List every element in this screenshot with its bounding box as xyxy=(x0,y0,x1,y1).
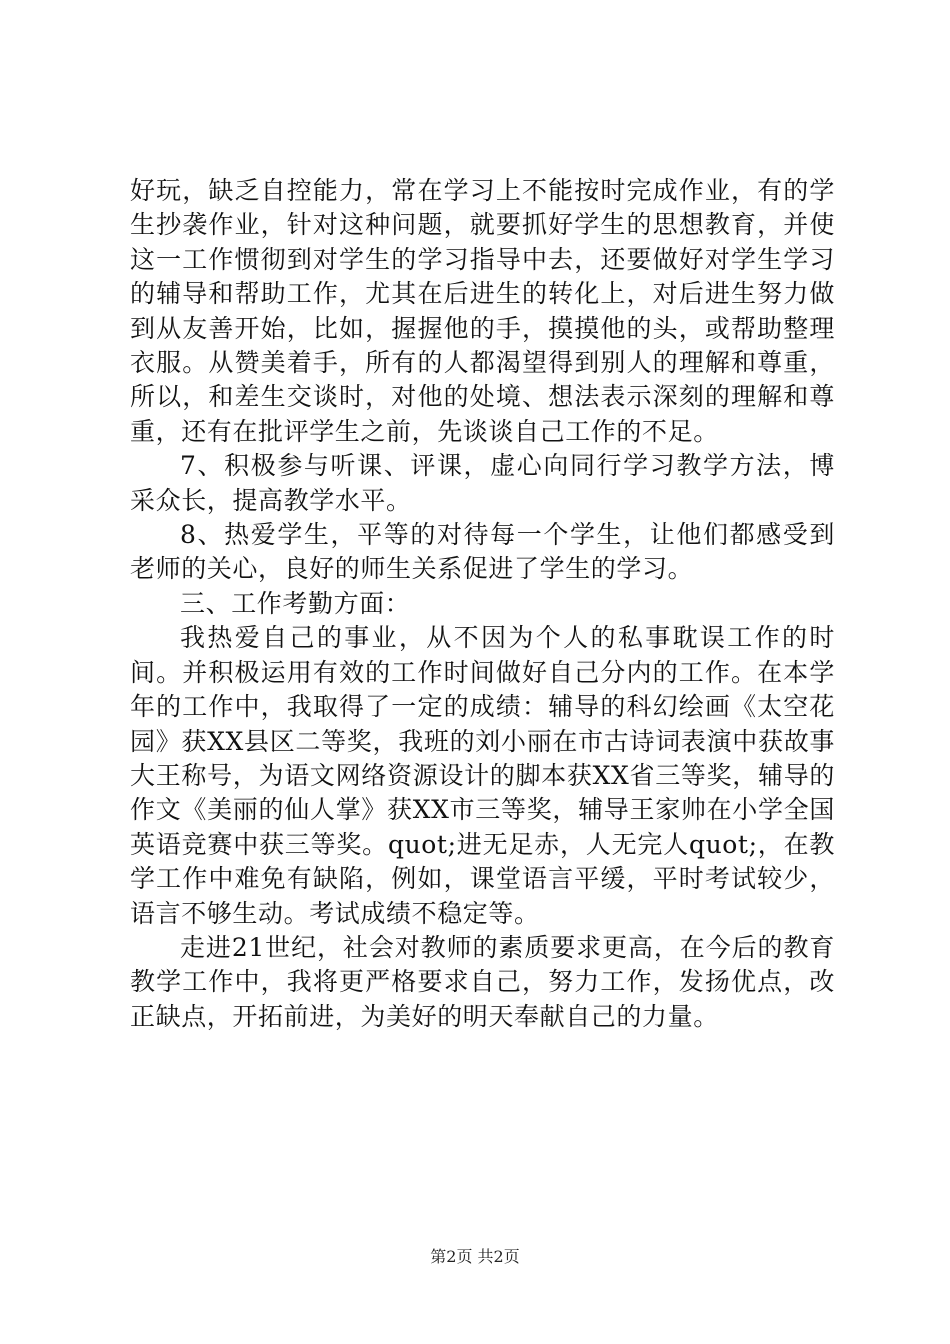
paragraph-3: 8、热爱学生，平等的对待每一个学生，让他们都感受到老师的关心，良好的师生关系促进了学生的学习。 xyxy=(130,520,835,584)
page-number-footer: 第2页 共2页 xyxy=(430,1247,520,1266)
paragraph-1: 好玩，缺乏自控能力，常在学习上不能按时完成作业，有的学生抄袭作业，针对这种问题，就要抓好学生的思想教育，并使这一工作惯彻到对学生的学习指导中去，还要做好对学生学习的辅导和帮助工作，尤其在后进生的转化上，对后进生努力做到从友善开始，比如，握握他的手，摸摸他的头，或帮助整理衣服。从赞美着手，所有的人都渴望得到别人的理解和尊重，所以，和差生交谈时，对他的处境、想法表示深刻的理解和尊重，还有在批评学生之前，先谈谈自己工作的不足。 xyxy=(130,176,835,446)
section-heading: 三、工作考勤方面： xyxy=(180,588,411,618)
paragraph-2: 7、积极参与听课、评课，虚心向同行学习教学方法，博采众长，提高教学水平。 xyxy=(130,451,835,515)
paragraph-6: 走进21世纪，社会对教师的素质要求更高，在今后的教育教学工作中，我将更严格要求自己，努力工作，发扬优点，改正缺点，开拓前进，为美好的明天奉献自己的力量。 xyxy=(130,932,835,1031)
paragraph-5: 我热爱自己的事业，从不因为个人的私事耽误工作的时间。并积极运用有效的工作时间做好自己分内的工作。在本学年的工作中，我取得了一定的成绩：辅导的科幻绘画《太空花园》获XX县区二等奖，我班的刘小丽在市古诗词表演中获故事大王称号，为语文网络资源设计的脚本获XX省三等奖，辅导的作文《美丽的仙人掌》获XX市三等奖，辅导王家帅在小学全国英语竞赛中获三等奖。quot;进无足赤，人无完人quot;，在教学工作中难免有缺陷，例如，课堂语言平缓，平时考试较少，语言不够生动。考试成绩不稳定等。 xyxy=(130,623,835,928)
document-body xyxy=(130,174,835,1034)
